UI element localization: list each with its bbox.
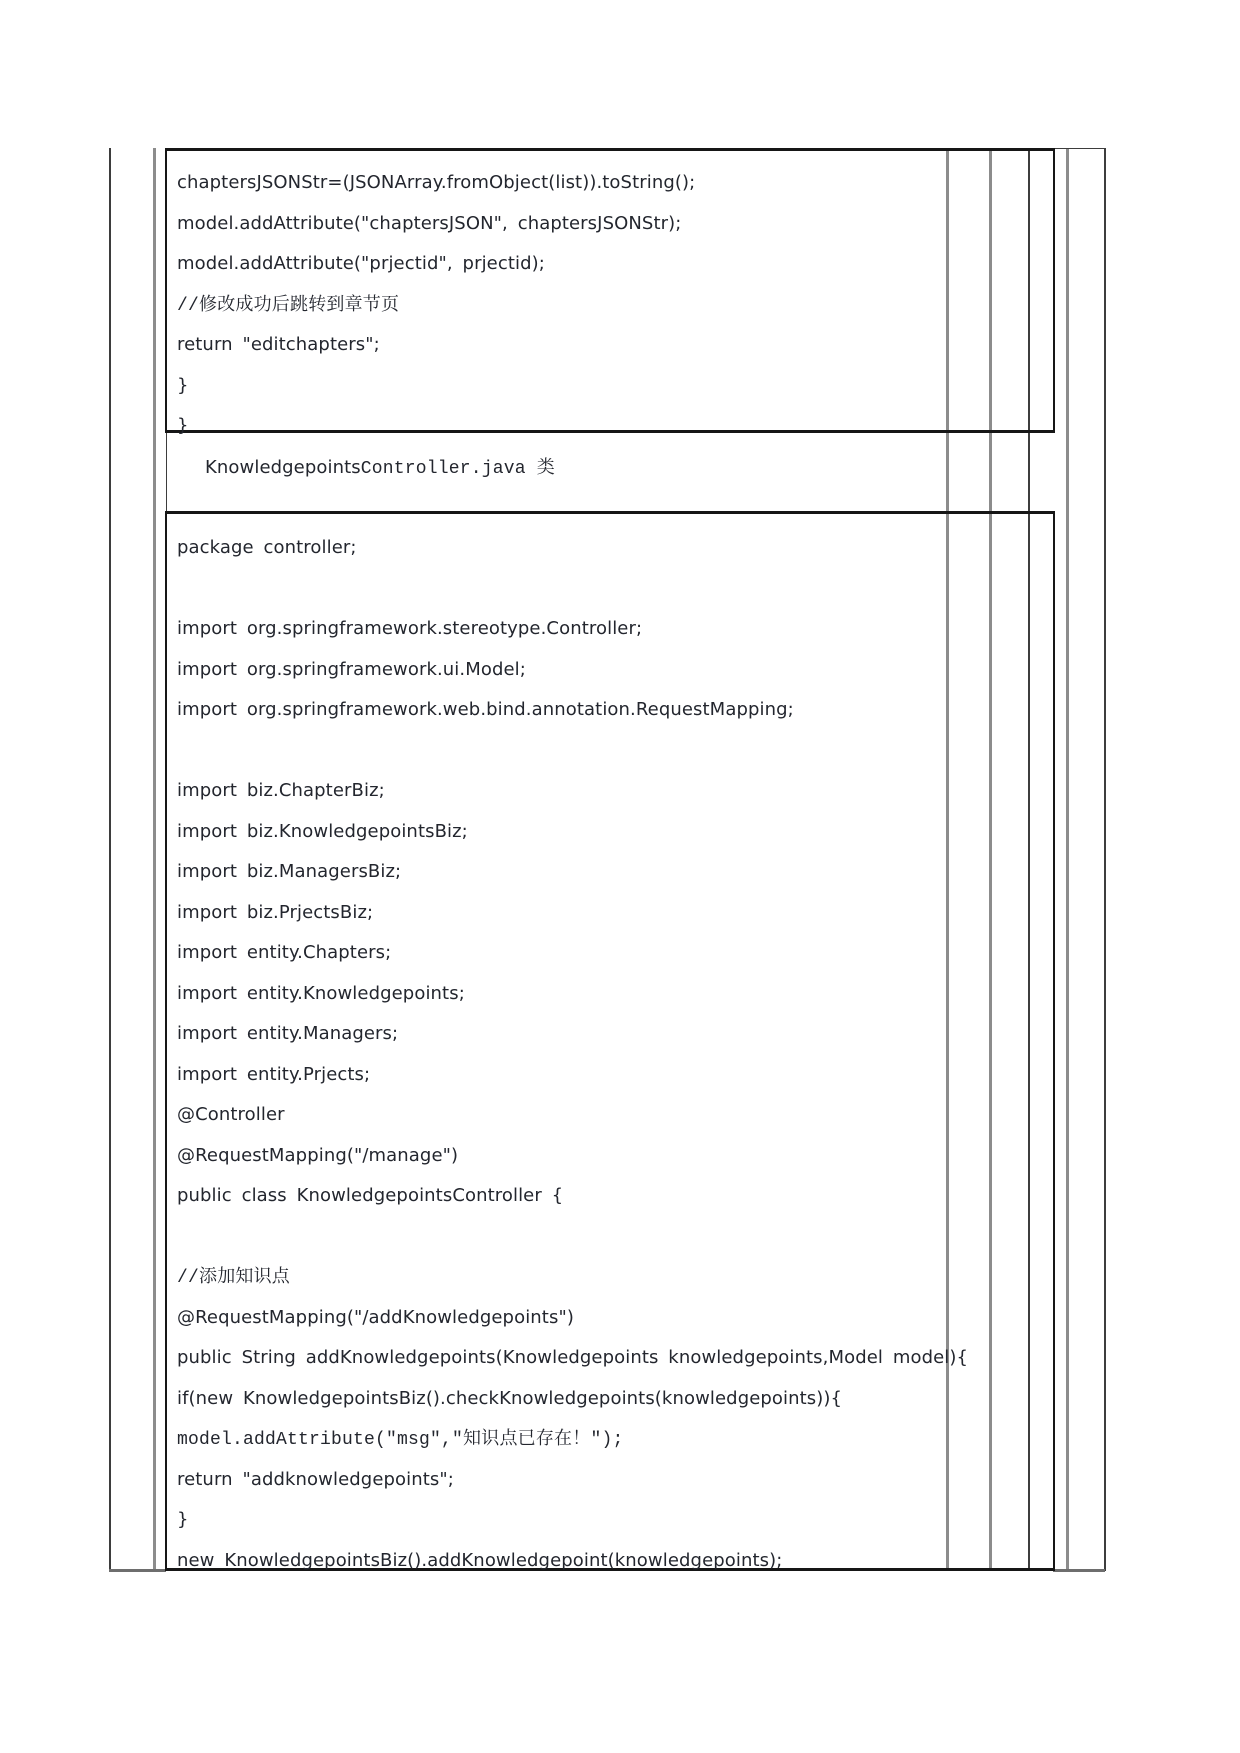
block2-line-15 [177, 1136, 458, 1176]
text-segment: @Controller [177, 1104, 285, 1125]
block2-line-16 [177, 1176, 563, 1216]
text-segment: import entity.Chapters; [177, 942, 392, 963]
text-segment: return "addknowledgepoints"; [177, 1468, 454, 1490]
text-segment: import org.springframework.ui.Model; [177, 658, 526, 680]
text-segment: Controller.java [360, 459, 526, 479]
block2-line-12 [177, 1014, 398, 1054]
text-segment: model.addAttribute("chaptersJSON", chaptersJSONStr); [177, 212, 682, 234]
block2-line-9 [177, 893, 373, 933]
text-segment: 类 [525, 459, 555, 479]
text-segment: import org.springframework.web.bind.annotation.RequestMapping; [177, 699, 794, 720]
text-segment: //修改成功后跳转到章节页 [177, 295, 400, 316]
text-segment: if(new KnowledgepointsBiz().checkKnowledgepoints(knowledgepoints)){ [177, 1387, 843, 1409]
text-segment: @RequestMapping("/manage") [177, 1144, 459, 1166]
block2-line-19 [177, 1298, 574, 1338]
text-segment: new KnowledgepointsBiz().addKnowledgepoint(knowledgepoints); [177, 1549, 783, 1571]
block2-line-22 [177, 1419, 623, 1459]
block1-line-2 [177, 244, 545, 284]
text-segment: import biz.ChapterBiz; [177, 780, 385, 801]
caption-line-0 [205, 448, 555, 488]
text-segment: package controller; [177, 537, 357, 558]
block1-line-0 [177, 163, 695, 203]
text-segment: import entity.Knowledgepoints; [177, 982, 465, 1004]
text-segment: Knowledgepoints [205, 457, 361, 478]
text-segment: import entity.Managers; [177, 1023, 399, 1044]
text-segment: public String addKnowledgepoints(Knowledgepoints knowledgepoints,Model model){ [177, 1347, 969, 1368]
block2-line-25 [177, 1541, 782, 1581]
block1-line-6 [177, 406, 189, 446]
text-segment: import biz.KnowledgepointsBiz; [177, 820, 468, 842]
block1-line-4 [177, 325, 380, 365]
text-segment: return "editchapters"; [177, 334, 380, 355]
block2-line-0 [177, 528, 357, 568]
text-segment: chaptersJSONStr=(JSONArray.fromObject(list)).toString(); [177, 172, 696, 193]
block2-line-4 [177, 690, 794, 730]
text-segment: model.addAttribute("prjectid", prjectid); [177, 253, 545, 274]
text-segment: import biz.PrjectsBiz; [177, 901, 374, 923]
block1-line-5 [177, 366, 189, 406]
text-segment: public class KnowledgepointsController { [177, 1185, 564, 1206]
block2-line-3 [177, 650, 526, 690]
block1-line-1 [177, 204, 681, 244]
text-segment: import biz.ManagersBiz; [177, 861, 402, 882]
text-segment: model.addAttribute("msg","知识点已存在！"); [177, 1430, 624, 1450]
block2-line-18 [177, 1257, 290, 1297]
block2-line-13 [177, 1055, 370, 1095]
block2-line-7 [177, 812, 468, 852]
text-segment: } [177, 415, 189, 436]
block1-line-3 [177, 285, 399, 325]
block2-line-10 [177, 933, 391, 973]
block2-line-11 [177, 974, 465, 1014]
block2-line-6 [177, 771, 385, 811]
text-segment: } [177, 374, 189, 396]
block2-line-14 [177, 1095, 285, 1135]
block2-line-24 [177, 1500, 189, 1540]
block2-line-20 [177, 1338, 968, 1378]
text-segment: @RequestMapping("/addKnowledgepoints") [177, 1306, 574, 1328]
text-segment: import entity.Prjects; [177, 1063, 371, 1085]
text-segment: import org.springframework.stereotype.Controller; [177, 618, 643, 639]
block2-line-8 [177, 852, 401, 892]
block2-line-21 [177, 1379, 842, 1419]
block2-line-2 [177, 609, 642, 649]
text-segment: //添加知识点 [177, 1268, 291, 1288]
block2-line-23 [177, 1460, 454, 1500]
text-segment: } [177, 1509, 189, 1530]
